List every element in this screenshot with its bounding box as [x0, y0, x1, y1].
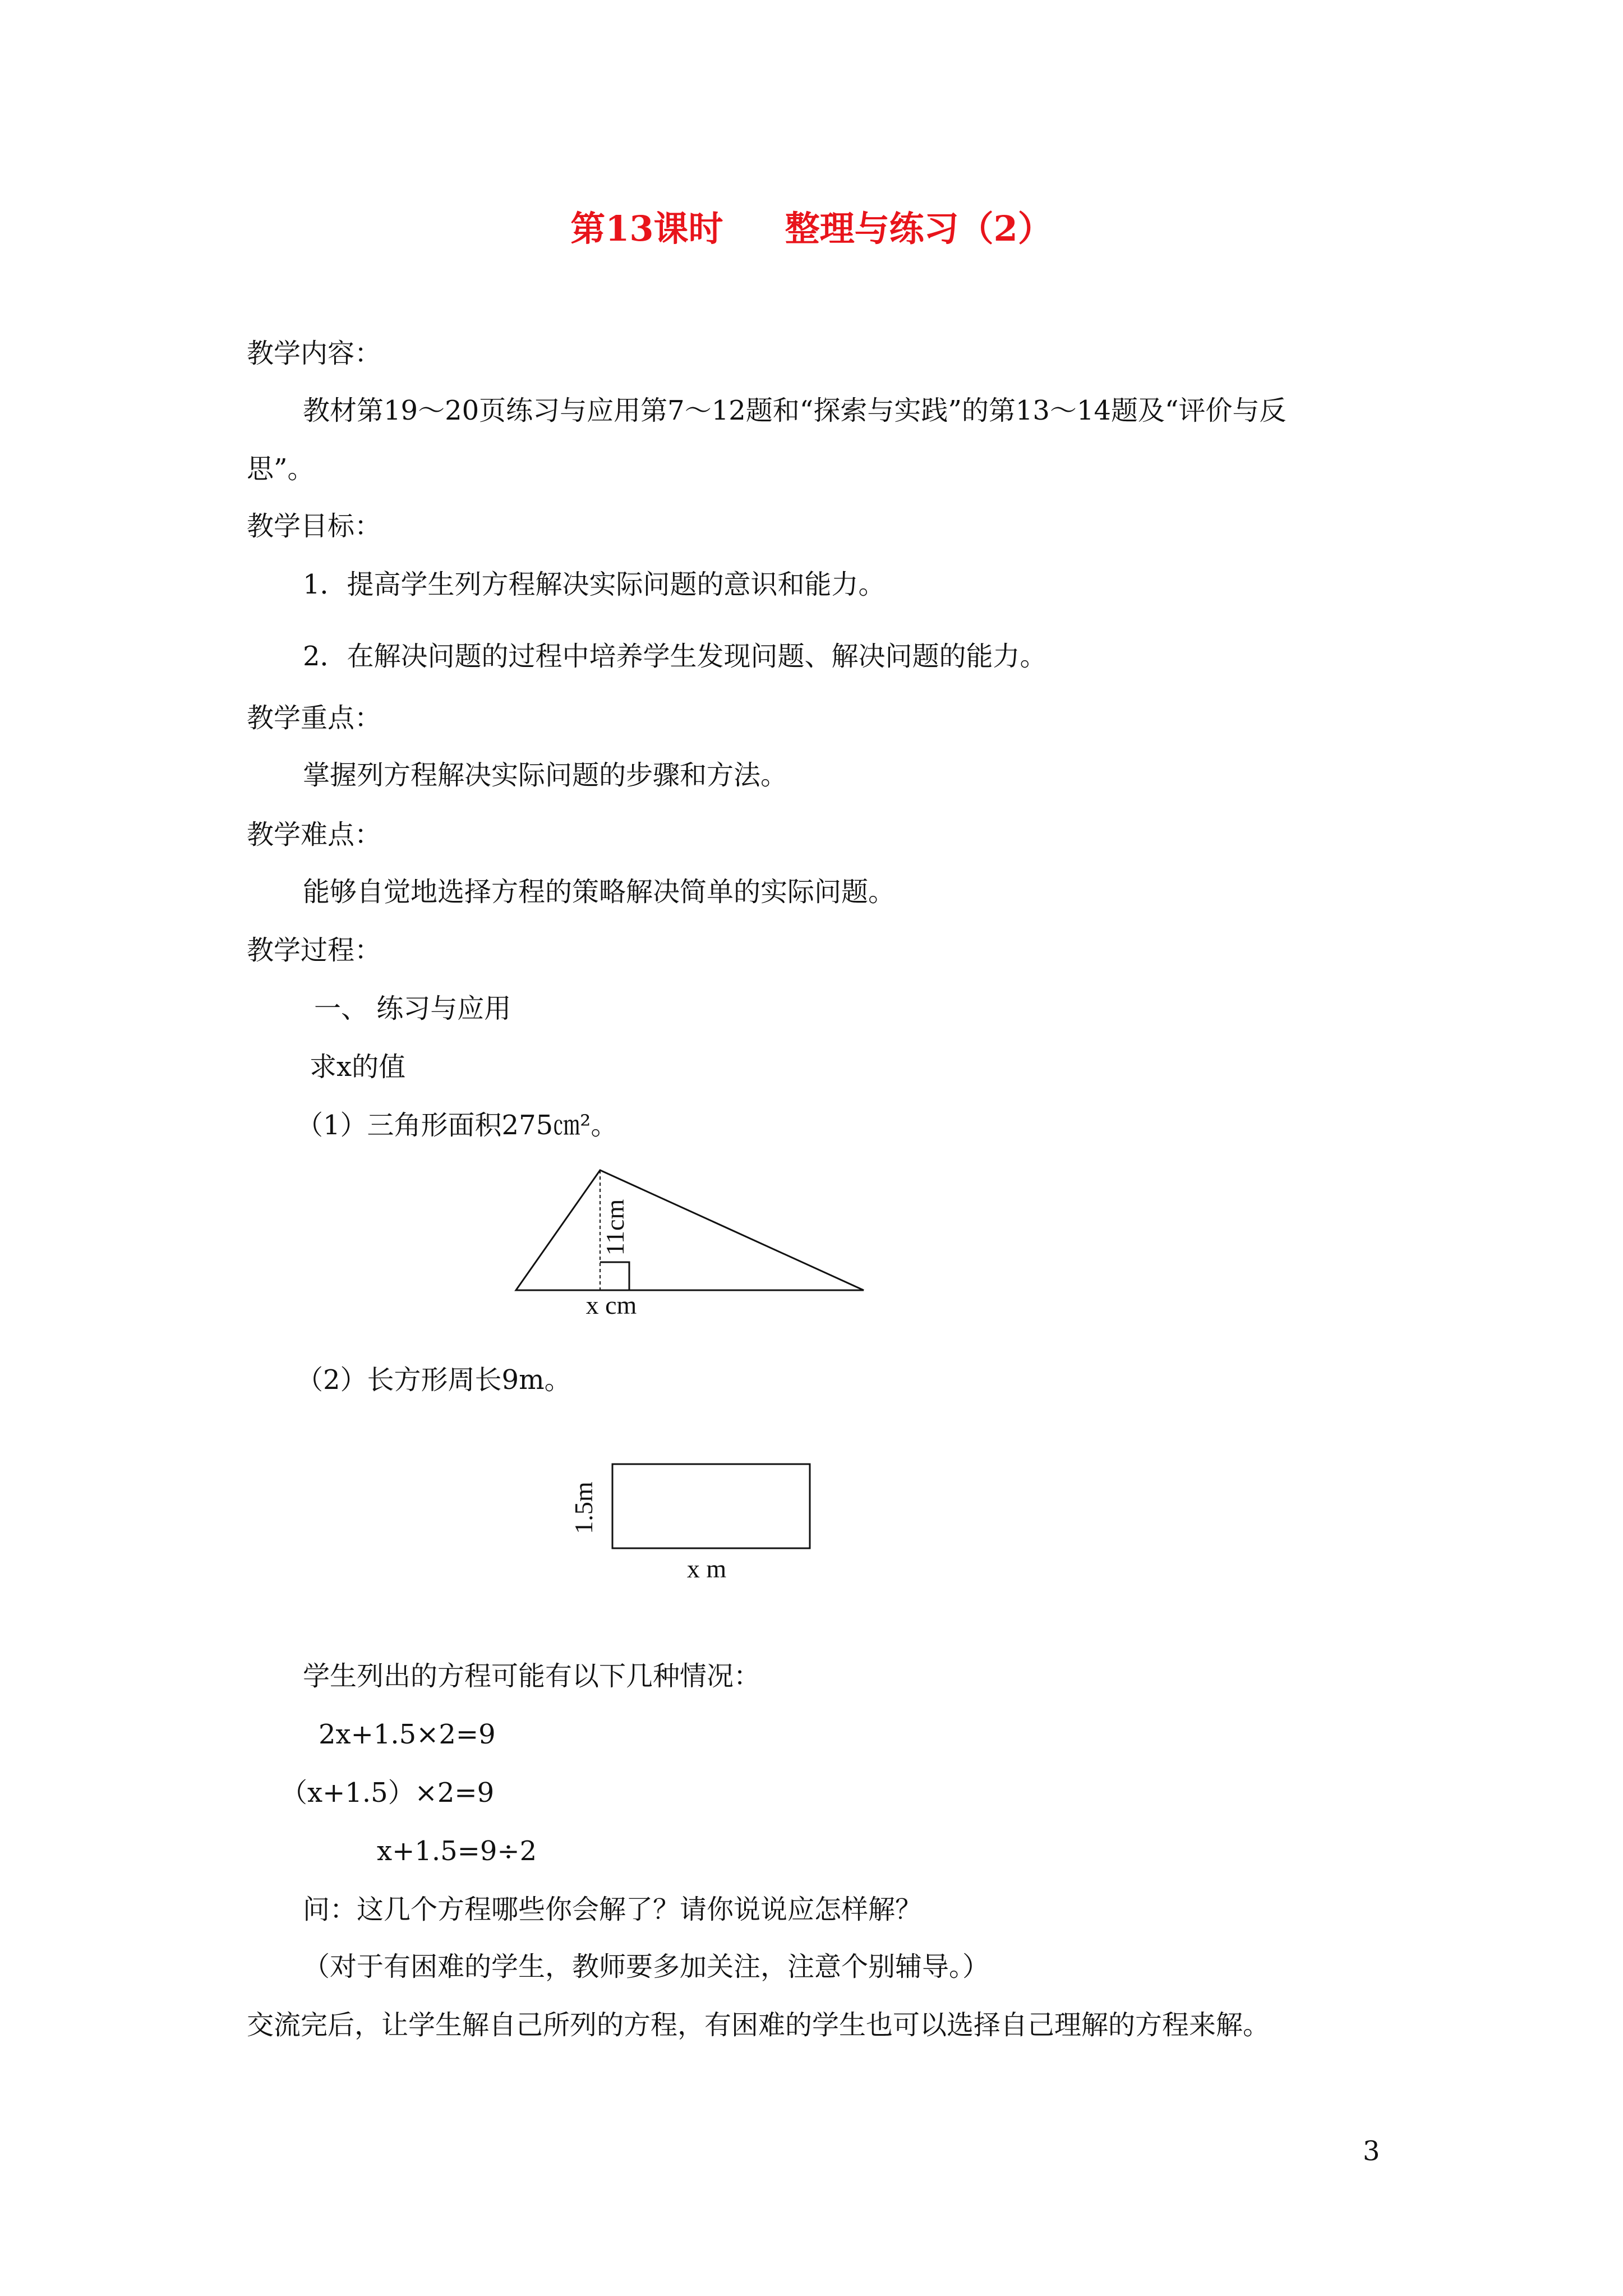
content-text-line1: 教材第19～20页练习与应用第7～12题和“探索与实践”的第13～14题及“评价与反	[303, 395, 1287, 426]
rectangle-shape	[612, 1464, 810, 1548]
teacher-note: （对于有困难的学生，教师要多加关注，注意个别辅导。）	[303, 1951, 990, 1982]
right-angle-marker	[600, 1262, 629, 1290]
equation-3: x+1.5=9÷2	[377, 1835, 537, 1867]
key-points-label: 教学重点：	[247, 702, 382, 734]
triangle-figure	[505, 1156, 886, 1324]
page-title	[0, 206, 1623, 251]
find-x-instruction: 求x的值	[310, 1051, 406, 1083]
question-1: （1）三角形面积275㎝²。	[296, 1110, 618, 1141]
key-points-text: 掌握列方程解决实际问题的步骤和方法。	[303, 760, 788, 791]
lesson-number: 第13课时	[570, 208, 723, 249]
triangle-shape	[516, 1170, 864, 1290]
difficulties-label: 教学难点：	[247, 819, 382, 850]
process-label: 教学过程：	[247, 935, 382, 966]
question-2: （2）长方形周长9m。	[296, 1364, 571, 1396]
rectangle-length-label: x m	[686, 1554, 727, 1583]
equation-1: 2x+1.5×2=9	[319, 1719, 496, 1750]
rectangle-side-label: 1.5m	[569, 1481, 598, 1534]
objective-item-2: 2．在解决问题的过程中培养学生发现问题、解决问题的能力。	[303, 641, 1047, 672]
content-text-line2: 思”。	[247, 453, 315, 485]
page-number: 3	[1363, 2136, 1380, 2167]
section-heading: 一、 练习与应用	[314, 993, 511, 1024]
students-intro: 学生列出的方程可能有以下几种情况：	[303, 1660, 761, 1692]
teacher-question: 问：这几个方程哪些你会解了？请你说说应怎样解？	[303, 1894, 923, 1925]
difficulties-text: 能够自觉地选择方程的策略解决简单的实际问题。	[303, 876, 896, 908]
lesson-topic: 整理与练习（2）	[785, 208, 1053, 249]
content-label: 教学内容：	[247, 338, 382, 369]
rectangle-figure	[561, 1458, 819, 1593]
closing-paragraph: 交流完后，让学生解自己所列的方程，有困难的学生也可以选择自己理解的方程来解。	[247, 2009, 1270, 2041]
triangle-height-label: 11cm	[601, 1199, 629, 1256]
objectives-label: 教学目标：	[247, 510, 382, 542]
objective-item-1: 1．提高学生列方程解决实际问题的意识和能力。	[303, 569, 886, 600]
triangle-base-label: x cm	[585, 1291, 637, 1319]
equation-2: （x+1.5）×2=9	[280, 1777, 495, 1809]
